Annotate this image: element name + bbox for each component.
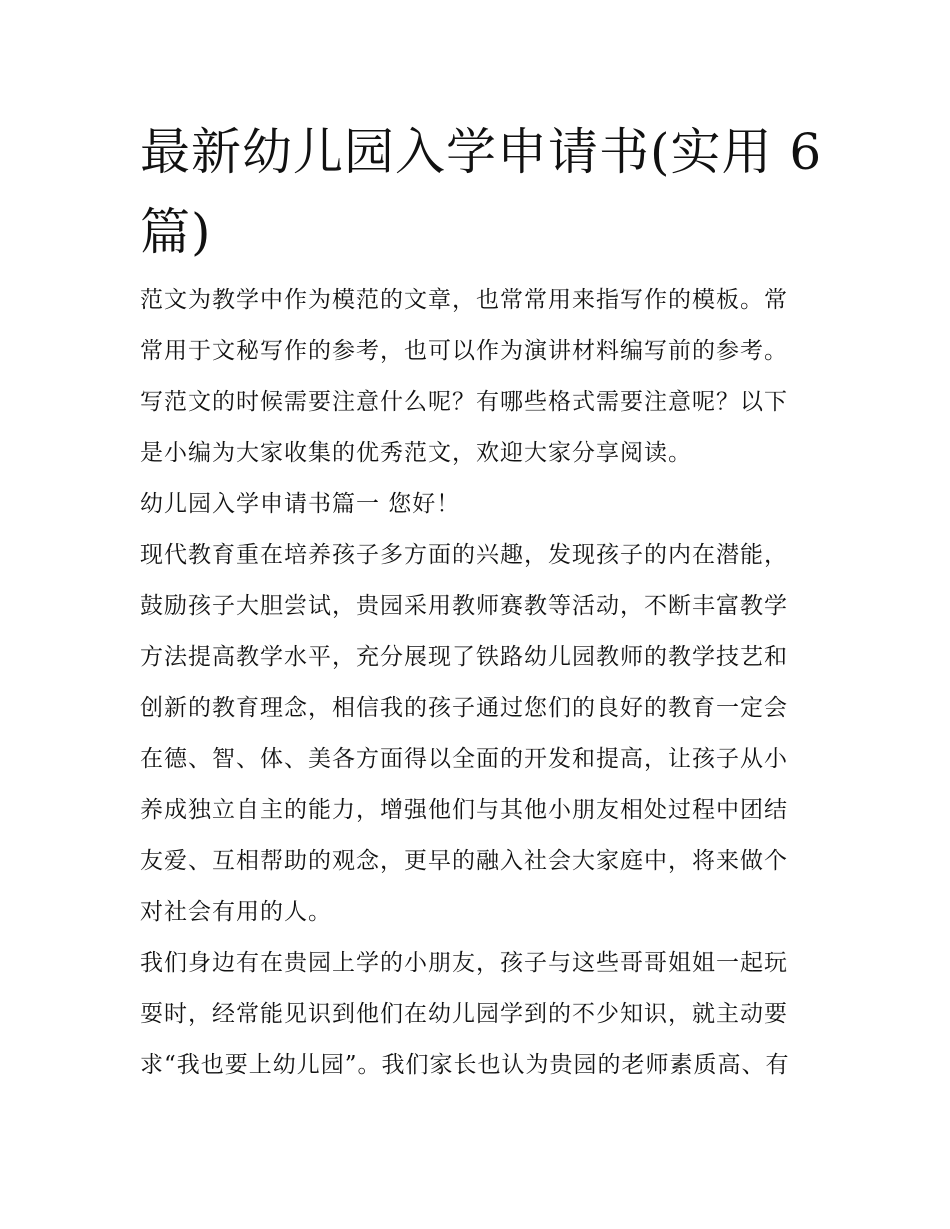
body-line: 现代教育重在培养孩子多方面的兴趣，发现孩子的内在潜能，: [140, 542, 788, 568]
body-line: 求“我也要上幼儿园”。我们家长也认为贵园的老师素质高、有: [140, 1052, 790, 1078]
body-line: 养成独立自主的能力，增强他们与其他小朋友相处过程中团结: [140, 797, 788, 823]
section-heading: 幼儿园入学申请书篇一 您好！: [140, 491, 461, 517]
title-line: 最新幼儿园入学申请书(实用 6: [140, 123, 823, 181]
body-line: 鼓励孩子大胆尝试，贵园采用教师赛教等活动，不断丰富教学: [140, 593, 788, 619]
document-body: [140, 280, 830, 1096]
body-line: 我们身边有在贵园上学的小朋友，孩子与这些哥哥姐姐一起玩: [140, 950, 788, 976]
body-line: 是小编为大家收集的优秀范文，欢迎大家分享阅读。: [140, 440, 692, 466]
body-line: 创新的教育理念，相信我的孩子通过您们的良好的教育一定会: [140, 695, 788, 721]
body-line: 耍时，经常能见识到他们在幼儿园学到的不少知识，就主动要: [140, 1001, 788, 1027]
body-line: 方法提高教学水平，充分展现了铁路幼儿园教师的教学技艺和: [140, 644, 788, 670]
body-line: 在德、智、体、美各方面得以全面的开发和提高，让孩子从小: [140, 746, 788, 772]
body-line: 友爱、互相帮助的观念，更早的融入社会大家庭中，将来做个: [140, 848, 788, 874]
body-line: 常用于文秘写作的参考，也可以作为演讲材料编写前的参考。: [140, 338, 788, 364]
document-title: [140, 112, 823, 272]
title-line: 篇): [140, 203, 212, 261]
body-line: 对社会有用的人。: [140, 899, 332, 925]
body-line: 写范文的时候需要注意什么呢？有哪些格式需要注意呢？以下: [140, 389, 788, 415]
body-line: 范文为教学中作为模范的文章，也常常用来指写作的模板。常: [140, 287, 788, 313]
